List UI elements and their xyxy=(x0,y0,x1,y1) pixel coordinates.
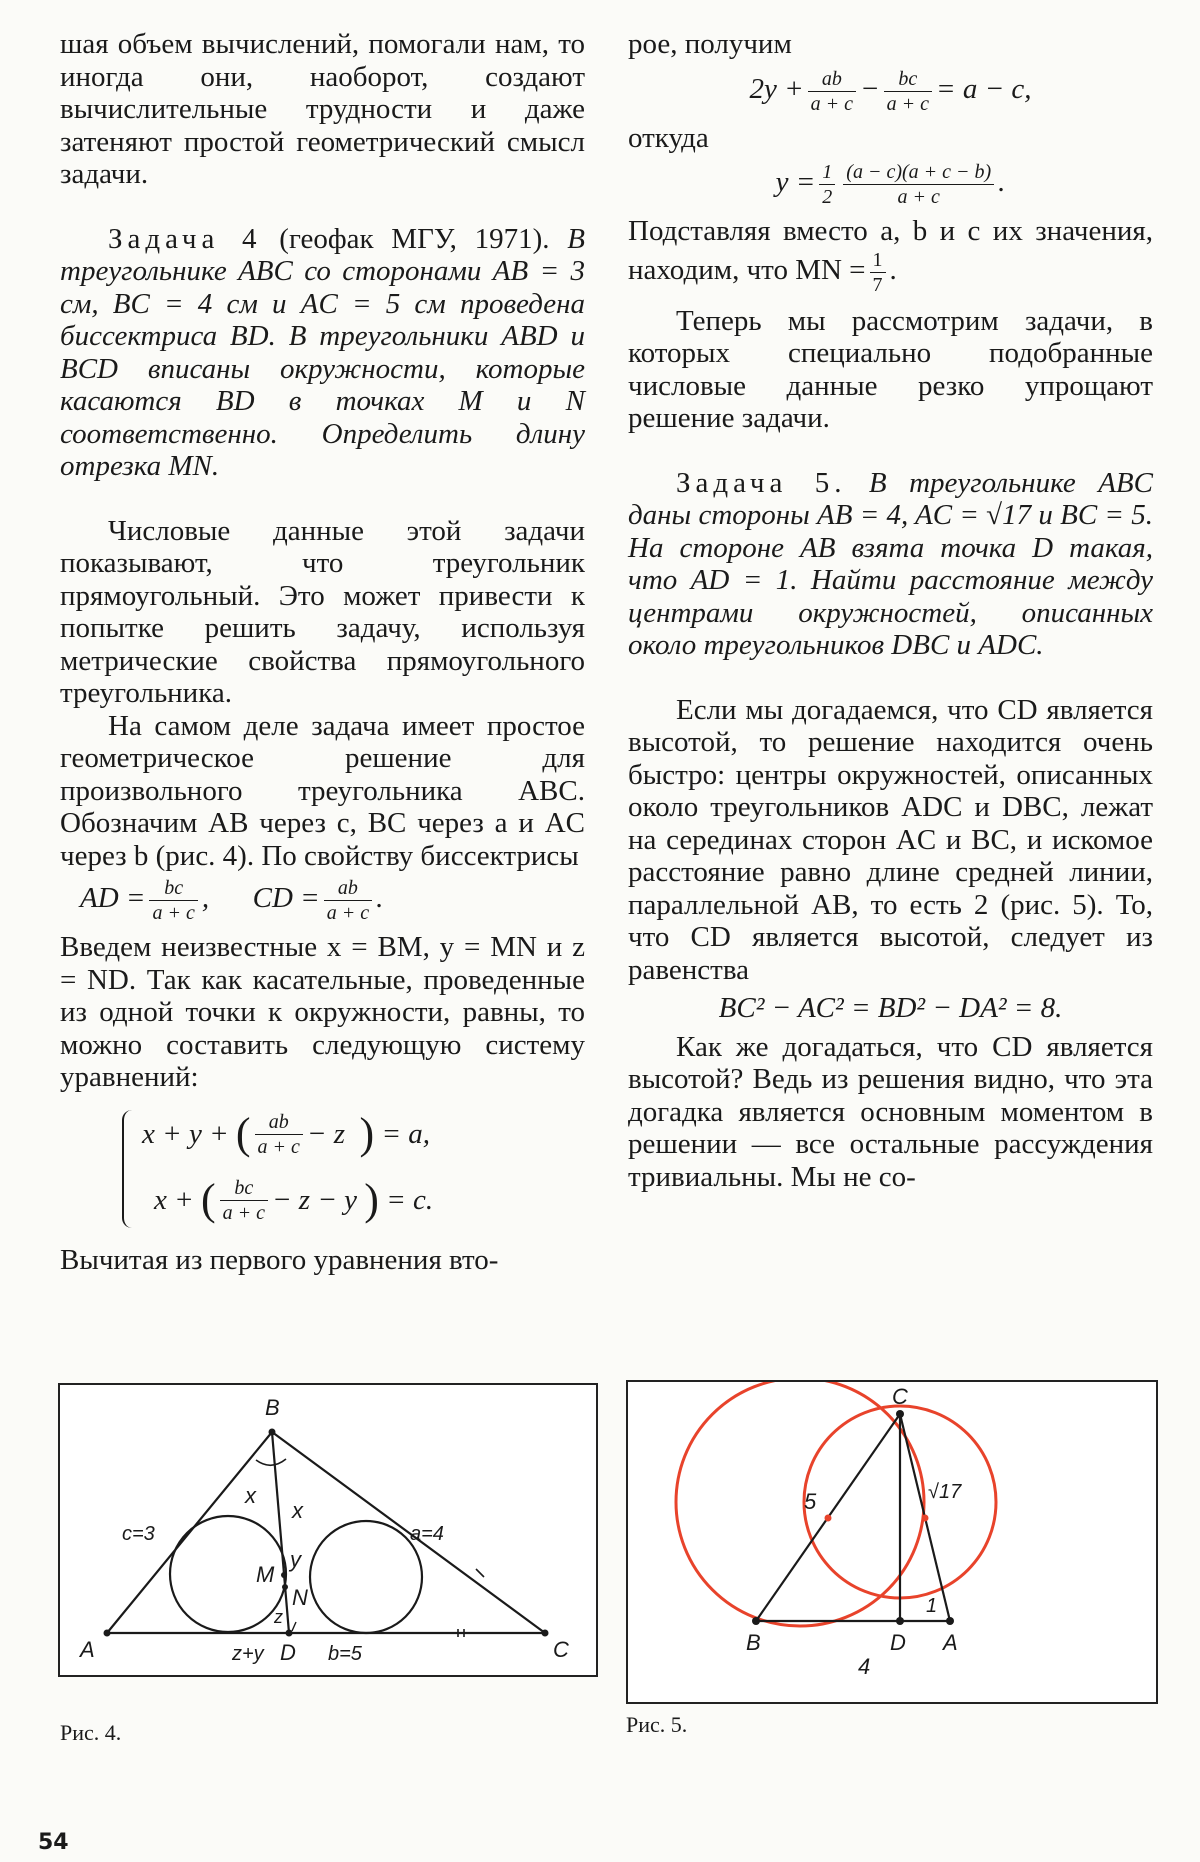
label-a: A xyxy=(943,1630,958,1655)
label-y: y xyxy=(290,1547,301,1572)
paragraph: Вычитая из первого уравнения вто- xyxy=(60,1243,499,1276)
label-1: 1 xyxy=(926,1595,938,1617)
paragraph: шая объем вычислений, помогали нам, то иногда они, наоборот, создают вычислительные трудности и даже затеняют простой геометрический смысл задачи. xyxy=(60,28,585,190)
figure-4 xyxy=(58,1383,598,1677)
paragraph: Подставляя вместо a, b и c их значения, находим, что MN = $\frac{1}{7}$ . xyxy=(628,215,1153,296)
label-c: C xyxy=(892,1384,908,1409)
figure-5 xyxy=(626,1380,1158,1704)
label-sqrt17: √17 xyxy=(928,1481,962,1503)
figure-5-caption: Рис. 5. xyxy=(626,1712,688,1737)
label-x1: x xyxy=(245,1483,256,1508)
paragraph: Введем неизвестные x = BM, y = MN и z = ND. Так как касательные, проведенные из одной точки к окружности, равны, то можно составить следующую систему уравнений: xyxy=(60,931,585,1093)
label-b: B xyxy=(265,1395,280,1420)
label-a: A xyxy=(80,1637,95,1662)
paragraph: откуда xyxy=(628,121,709,154)
figure-5-diagram xyxy=(628,1382,1156,1702)
circumcircle-dbc xyxy=(676,1382,924,1626)
label-zy: z+y xyxy=(232,1643,264,1665)
label-n: N xyxy=(292,1585,308,1610)
paragraph: Числовые данные этой задачи показывают, что треугольник прямоугольный. Это может привести к попытке решить задачу, используя метрические свойства прямоугольного треугольника. xyxy=(60,514,585,709)
paragraph: рое, получим xyxy=(628,28,792,60)
label-d: D xyxy=(890,1630,906,1655)
label-z: z xyxy=(274,1607,283,1627)
page-number: 54 xyxy=(38,1830,69,1855)
triangle-abc xyxy=(107,1432,545,1633)
label-a-eq: a=4 xyxy=(410,1523,444,1545)
label-b: B xyxy=(746,1630,761,1655)
paragraph: Как же догадаться, что CD является высотой? Ведь из решения видно, что эта догадка является основным моментом в решении — все остальные рассуждения тривиальны. Мы не со- xyxy=(628,1030,1153,1193)
label-c-eq: c=3 xyxy=(122,1523,155,1545)
paragraph: Теперь мы рассмотрим задачи, в которых специально подобранные числовые данные резко упрощают решение задачи. xyxy=(628,304,1153,434)
left-column xyxy=(60,28,585,1276)
label-m: M xyxy=(256,1562,275,1587)
label-b-eq: b=5 xyxy=(328,1643,362,1665)
label-c: C xyxy=(553,1637,569,1662)
figure-4-caption: Рис. 4. xyxy=(60,1720,122,1745)
label-5: 5 xyxy=(804,1489,817,1514)
label-d: D xyxy=(280,1640,296,1665)
equation-system: x + y + ( $\frac{ab}{a + c}$ − z ) = a, x + ( $\frac{bc}{a + c}$ − z − y ) = c. xyxy=(130,1102,585,1234)
incircle-bcd xyxy=(310,1521,422,1633)
bisector-formulas: AD = $\frac{bc}{a + c}$ , CD = $\frac{ab}{a + c}$ . xyxy=(80,877,384,924)
paragraph: На самом деле задача имеет простое геометрическое решение для произвольного треугольника ABC. Обозначим AB через c, BC через a и AC через b (рис. 4). По свойству биссектрисы xyxy=(60,709,585,872)
paragraph: Если мы догадаемся, что CD является высотой, то решение находится очень быстро: центры окружностей, описанных около треугольников ADC и DBC, лежат на серединах сторон AC и BC, и искомое расстояние равно длине средней линии, параллельной AB, то есть 2 (рис. 5). То, что CD является высотой, следует из равенства xyxy=(628,693,1153,986)
equation-2: y = $\frac{1}{2}$ $\frac{(a - c)(a + c - b)}{a + c}$ . xyxy=(775,161,1006,208)
label-4: 4 xyxy=(858,1654,871,1679)
label-x2: x xyxy=(292,1498,303,1523)
equation-1: 2y + $\frac{ab}{a + c}$ − $\frac{bc}{a + c}$ = a − c, xyxy=(749,67,1032,115)
problem-4: Задача 4 (геофак МГУ, 1971). В треугольнике ABC со сторонами AB = 3 см, BC = 4 см и AC = 5 см проведена биссектриса BD. В треугольники ABD и BCD вписаны окружности, которые касаются BD в точках M и N соответственно. Определить длину отрезка MN. xyxy=(60,222,585,482)
problem-5: Задача 5. В треугольнике ABC даны стороны AB = 4, AC = √17 и BC = 5. На стороне AB взята точка D такая, что AD = 1. Найти расстояние между центрами окружностей, описанных около треугольников DBC и ADC. xyxy=(628,466,1153,661)
figure-4-diagram xyxy=(60,1385,596,1675)
equation-3: BC² − AC² = BD² − DA² = 8. xyxy=(718,992,1063,1024)
right-column xyxy=(628,28,1153,1193)
